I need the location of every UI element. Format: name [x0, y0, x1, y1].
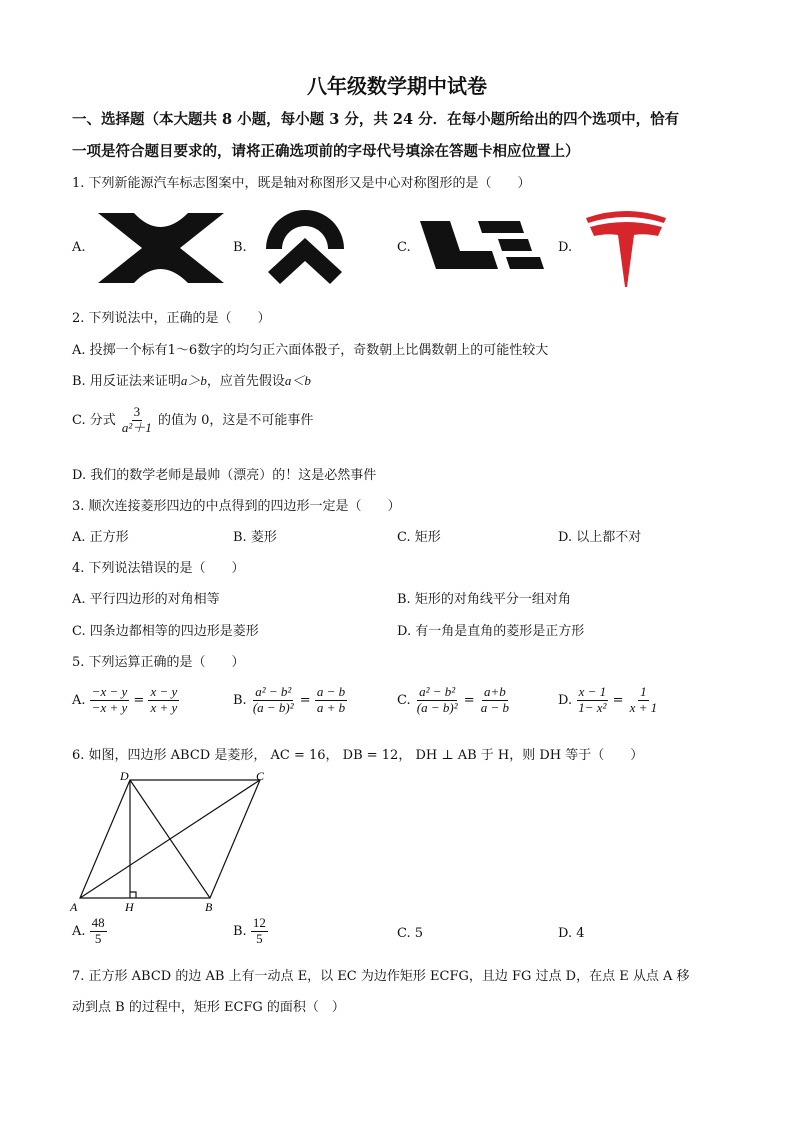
q1-label-a: A.: [72, 240, 86, 255]
q3-stem: 3. 顺次连接菱形四边的中点得到的四边形一定是（ ）: [72, 499, 401, 514]
q5-a-rhs: [148, 685, 179, 716]
q2-option-b: [72, 370, 311, 389]
q6-b-num: 12: [252, 915, 266, 930]
q7-stem-line2: 动到点 B 的过程中，矩形 ECFG 的面积（ ）: [72, 1000, 345, 1015]
q5-option-b: B. $\frac{\text{a² − b²}}{\text{(a − b)²}}$ = $\frac{a - b}{a + b}$: [233, 684, 346, 715]
right-angle-mark: [130, 892, 136, 898]
q6-option-b: [233, 916, 268, 947]
q5-c-label: C.: [397, 692, 411, 708]
point-a-label: A: [70, 900, 78, 914]
q5-c-rhs: [479, 685, 511, 716]
q5-c-d2: a − b: [480, 699, 510, 715]
li-auto-logo-icon: [420, 221, 544, 269]
q1-label-b: B.: [233, 240, 247, 255]
q2-c-suffix: 的值为 0，这是不可能事件: [157, 412, 314, 428]
q4-stem: 4. 下列说法错误的是（ ）: [72, 561, 245, 576]
q5-b-lhs: [251, 685, 296, 716]
q6-b-fraction: [251, 916, 268, 947]
xpeng-logo-icon: [98, 213, 224, 283]
section-heading-line1: 一、选择题（本大题共 8 小题，每小题 3 分，共 24 分．在每小题所给出的四个选项中，恰有: [72, 111, 680, 128]
point-d-label: D: [120, 769, 129, 783]
q4-option-c: C. 四条边都相等的四边形是菱形: [72, 624, 259, 639]
q5-d-lhs: [576, 685, 608, 716]
q6-b-label: B.: [233, 923, 247, 939]
page-title: 八年级数学期中试卷: [307, 74, 487, 98]
q6-option-a: [72, 916, 107, 947]
q5-stem: 5. 下列运算正确的是（ ）: [72, 655, 245, 670]
q5-b-label: B.: [233, 692, 247, 708]
q2-b-expr2: a＜b: [284, 373, 311, 388]
q6-a-den: 5: [94, 930, 102, 946]
q5-a-d1: −x + y: [91, 699, 128, 715]
q5-d-label: D.: [558, 692, 573, 708]
q6-option-c: C. 5: [397, 926, 424, 941]
q6-b-den: 5: [256, 930, 263, 946]
q1-stem: 1. 下列新能源汽车标志图案中，既是轴对称图形又是中心对称图形的是（ ）: [72, 176, 531, 191]
q2-b-expr1: a＞b: [180, 373, 207, 388]
point-b-label: B: [205, 900, 213, 914]
q3-option-d: D. 以上都不对: [558, 530, 642, 545]
q4-option-a: A. 平行四边形的对角相等: [72, 592, 220, 607]
q5-b-d2: a + b: [316, 699, 346, 715]
q5-d-d2: x + 1: [629, 699, 658, 715]
q2-option-d: D. 我们的数学老师是最帅（漂亮）的！这是必然事件: [72, 468, 377, 483]
q6-a-fraction: [90, 916, 107, 947]
q5-b-d1: (a − b)²: [252, 699, 294, 715]
q2-c-num: 3: [133, 404, 141, 419]
rhombus-diagram: [68, 768, 278, 916]
q5-option-d: D. $\frac{x - 1}{\text{1− x²}}$ = $\frac{1}{x + 1}$: [558, 684, 658, 715]
diagonal-db: [130, 780, 210, 898]
q5-c-n2: a+b: [484, 684, 506, 699]
q5-b-n1: a² − b²: [255, 684, 292, 699]
q1-label-d: D.: [558, 240, 573, 255]
q2-stem: 2. 下列说法中，正确的是（ ）: [72, 311, 271, 326]
nio-logo-icon: [262, 206, 348, 286]
q5-option-a: A. $\frac{-x - y}{-x + y}$ = $\frac{x - y}{x + y}$: [72, 684, 178, 715]
q2-c-fraction: [120, 405, 154, 436]
q3-option-b: B. 菱形: [233, 530, 277, 545]
q5-a-n1: −x − y: [91, 684, 128, 699]
q2-b-mid: ，应首先假设: [206, 374, 285, 389]
q4-option-d: D. 有一角是直角的菱形是正方形: [397, 624, 585, 639]
q2-option-a: A. 投掷一个标有1～6数字的均匀正六面体骰子，奇数朝上比偶数朝上的可能性较大: [72, 343, 549, 358]
q5-c-d1: (a − b)²: [416, 699, 458, 715]
q3-option-c: C. 矩形: [397, 530, 441, 545]
q5-a-lhs: [90, 685, 130, 716]
q5-a-label: A.: [72, 692, 86, 708]
q6-a-num: 48: [91, 915, 105, 930]
point-h-label: H: [125, 900, 134, 914]
q5-c-lhs: [415, 685, 460, 716]
q3-option-a: A. 正方形: [72, 530, 129, 545]
point-c-label: C: [256, 769, 265, 783]
q6-stem: 6. 如图，四边形 ABCD 是菱形， AC = 16， DB = 12， DH ⊥ AB 于 H，则 DH 等于（ ）: [72, 748, 644, 763]
q2-c-prefix: C. 分式: [72, 412, 116, 428]
q5-d-d1: 1− x²: [578, 699, 607, 715]
q5-b-n2: a − b: [316, 684, 346, 699]
q2-c-den: a²＋1: [121, 419, 152, 435]
q5-b-rhs: [315, 685, 347, 716]
q6-option-d: D. 4: [558, 926, 585, 941]
q5-d-n1: x − 1: [578, 684, 607, 699]
q5-d-n2: 1: [640, 684, 647, 699]
q2-option-c: [72, 405, 313, 436]
section-heading-line2: 一项是符合题目要求的，请将正确选项前的字母代号填涂在答题卡相应位置上）: [72, 143, 580, 160]
q5-a-n2: x − y: [150, 684, 178, 699]
q6-a-label: A.: [72, 923, 86, 939]
q1-label-c: C.: [397, 240, 411, 255]
q5-d-rhs: [628, 685, 660, 716]
q5-c-n1: a² − b²: [419, 684, 456, 699]
q7-stem-line1: 7. 正方形 ABCD 的边 AB 上有一动点 E，以 EC 为边作矩形 ECFG，且边 FG 过点 D，在点 E 从点 A 移: [72, 969, 690, 984]
q4-option-b: B. 矩形的对角线平分一组对角: [397, 592, 571, 607]
q2-b-prefix: B. 用反证法来证明: [72, 374, 181, 389]
q5-option-c: C. $\frac{\text{a² − b²}}{\text{(a − b)²}}$ = $\frac{a+b}{a - b}$: [397, 684, 510, 715]
tesla-logo-icon: [584, 208, 668, 288]
q5-a-d2: x + y: [150, 699, 178, 715]
